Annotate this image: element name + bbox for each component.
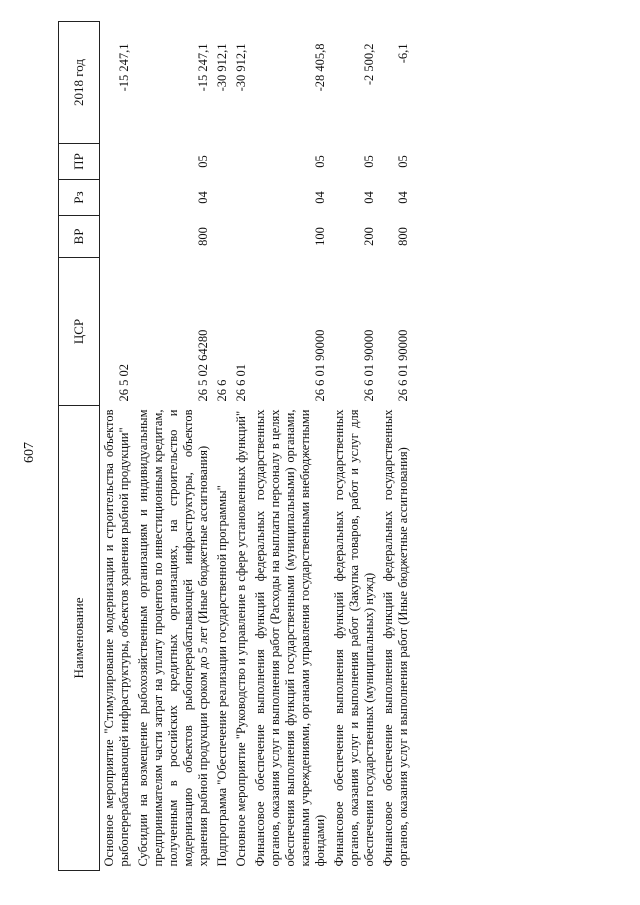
header-pr: ПР: [59, 144, 100, 180]
cell-rz: 04: [396, 191, 410, 204]
header-row: [59, 22, 100, 871]
table-row: [100, 22, 135, 871]
page-number: 607: [22, 442, 37, 463]
cell-vr: 800: [196, 227, 210, 246]
cell-name: Основное мероприятие "Руководство и управление в сфере установленных функций": [234, 410, 248, 867]
table-row: [330, 22, 379, 871]
table-row: [251, 22, 330, 871]
cell-rz: 04: [313, 191, 327, 204]
cell-vr: [100, 216, 135, 258]
table-body: [100, 22, 414, 871]
budget-table: [58, 21, 413, 871]
header-rz: Рз: [59, 180, 100, 216]
cell-csr: 26 5 02: [117, 364, 131, 402]
header-csr: ЦСР: [59, 258, 100, 406]
cell-vr: 100: [313, 227, 327, 246]
cell-vr: [213, 216, 232, 258]
cell-amount: -2 500,2: [362, 43, 376, 86]
cell-csr: 26 6: [215, 379, 229, 402]
cell-amount: -15 247,1: [196, 43, 210, 92]
cell-csr: 26 6 01 90000: [313, 329, 327, 402]
cell-rz: [213, 180, 232, 216]
cell-vr: 200: [362, 227, 376, 246]
cell-pr: [232, 144, 251, 180]
cell-csr: 26 5 02 64280: [196, 329, 210, 402]
table-row: [379, 22, 413, 871]
cell-amount: -6,1: [396, 43, 410, 64]
cell-csr: 26 6 01 90000: [362, 329, 376, 402]
cell-amount: -30 912,1: [234, 43, 248, 92]
cell-name: Основное мероприятие "Стимулирование модернизации и строительства объектов рыбоперерабатывающей инфраструктуры, объектов хранения рыбной продукции": [102, 409, 131, 867]
table-row: [232, 22, 251, 871]
cell-vr: [232, 216, 251, 258]
cell-csr: 26 6 01 90000: [396, 329, 410, 402]
cell-pr: [100, 144, 135, 180]
cell-name: Субсидии на возмещение рыбохозяйственным организациям и индивидуальным предпринимателям части затрат на уплату процентов по инвестиционным кредитам, полученным в российских кредитных организациях, на строительство и модернизацию объектов рыбоперерабатывающей инфраструктуры, объектов хранения рыбной продукции сроком до 5 лет (Иные бюджетные ассигнования): [136, 409, 210, 867]
header-amount: 2018 год: [59, 22, 100, 144]
table-row: [213, 22, 232, 871]
header-vr: ВР: [59, 216, 100, 258]
cell-amount: -28 405,8: [313, 43, 327, 92]
cell-vr: 800: [396, 227, 410, 246]
cell-amount: -15 247,1: [117, 43, 131, 92]
cell-pr: 05: [313, 155, 327, 168]
cell-rz: 04: [196, 191, 210, 204]
cell-name: Финансовое обеспечение выполнения функций федеральных государственных органов, оказания услуг и выполнения работ (Расходы на выплаты персоналу в целях обеспечения выполнения функций государственными (муниципальными) органами, казенными учреждениями, органами управления государственными внебюджетными фондами): [253, 409, 327, 867]
header-name: Наименование: [59, 406, 100, 871]
cell-rz: 04: [362, 191, 376, 204]
cell-rz: [232, 180, 251, 216]
cell-rz: [100, 180, 135, 216]
cell-amount: -30 912,1: [215, 43, 229, 92]
cell-pr: [213, 144, 232, 180]
table-row: [134, 22, 213, 871]
cell-pr: 05: [362, 155, 376, 168]
cell-pr: 05: [196, 155, 210, 168]
cell-csr: 26 6 01: [234, 364, 248, 402]
cell-pr: 05: [396, 155, 410, 168]
cell-name: Подпрограмма "Обеспечение реализации государственной программы": [215, 485, 229, 867]
cell-name: Финансовое обеспечение выполнения функций федеральных государственных органов, оказания услуг и выполнения работ (Иные бюджетные ассигнования): [381, 409, 410, 867]
cell-name: Финансовое обеспечение выполнения функций федеральных государственных органов, оказания услуг и выполнения работ (Закупка товаров, работ и услуг для обеспечения государственных (муниципальных) нужд): [332, 409, 376, 867]
